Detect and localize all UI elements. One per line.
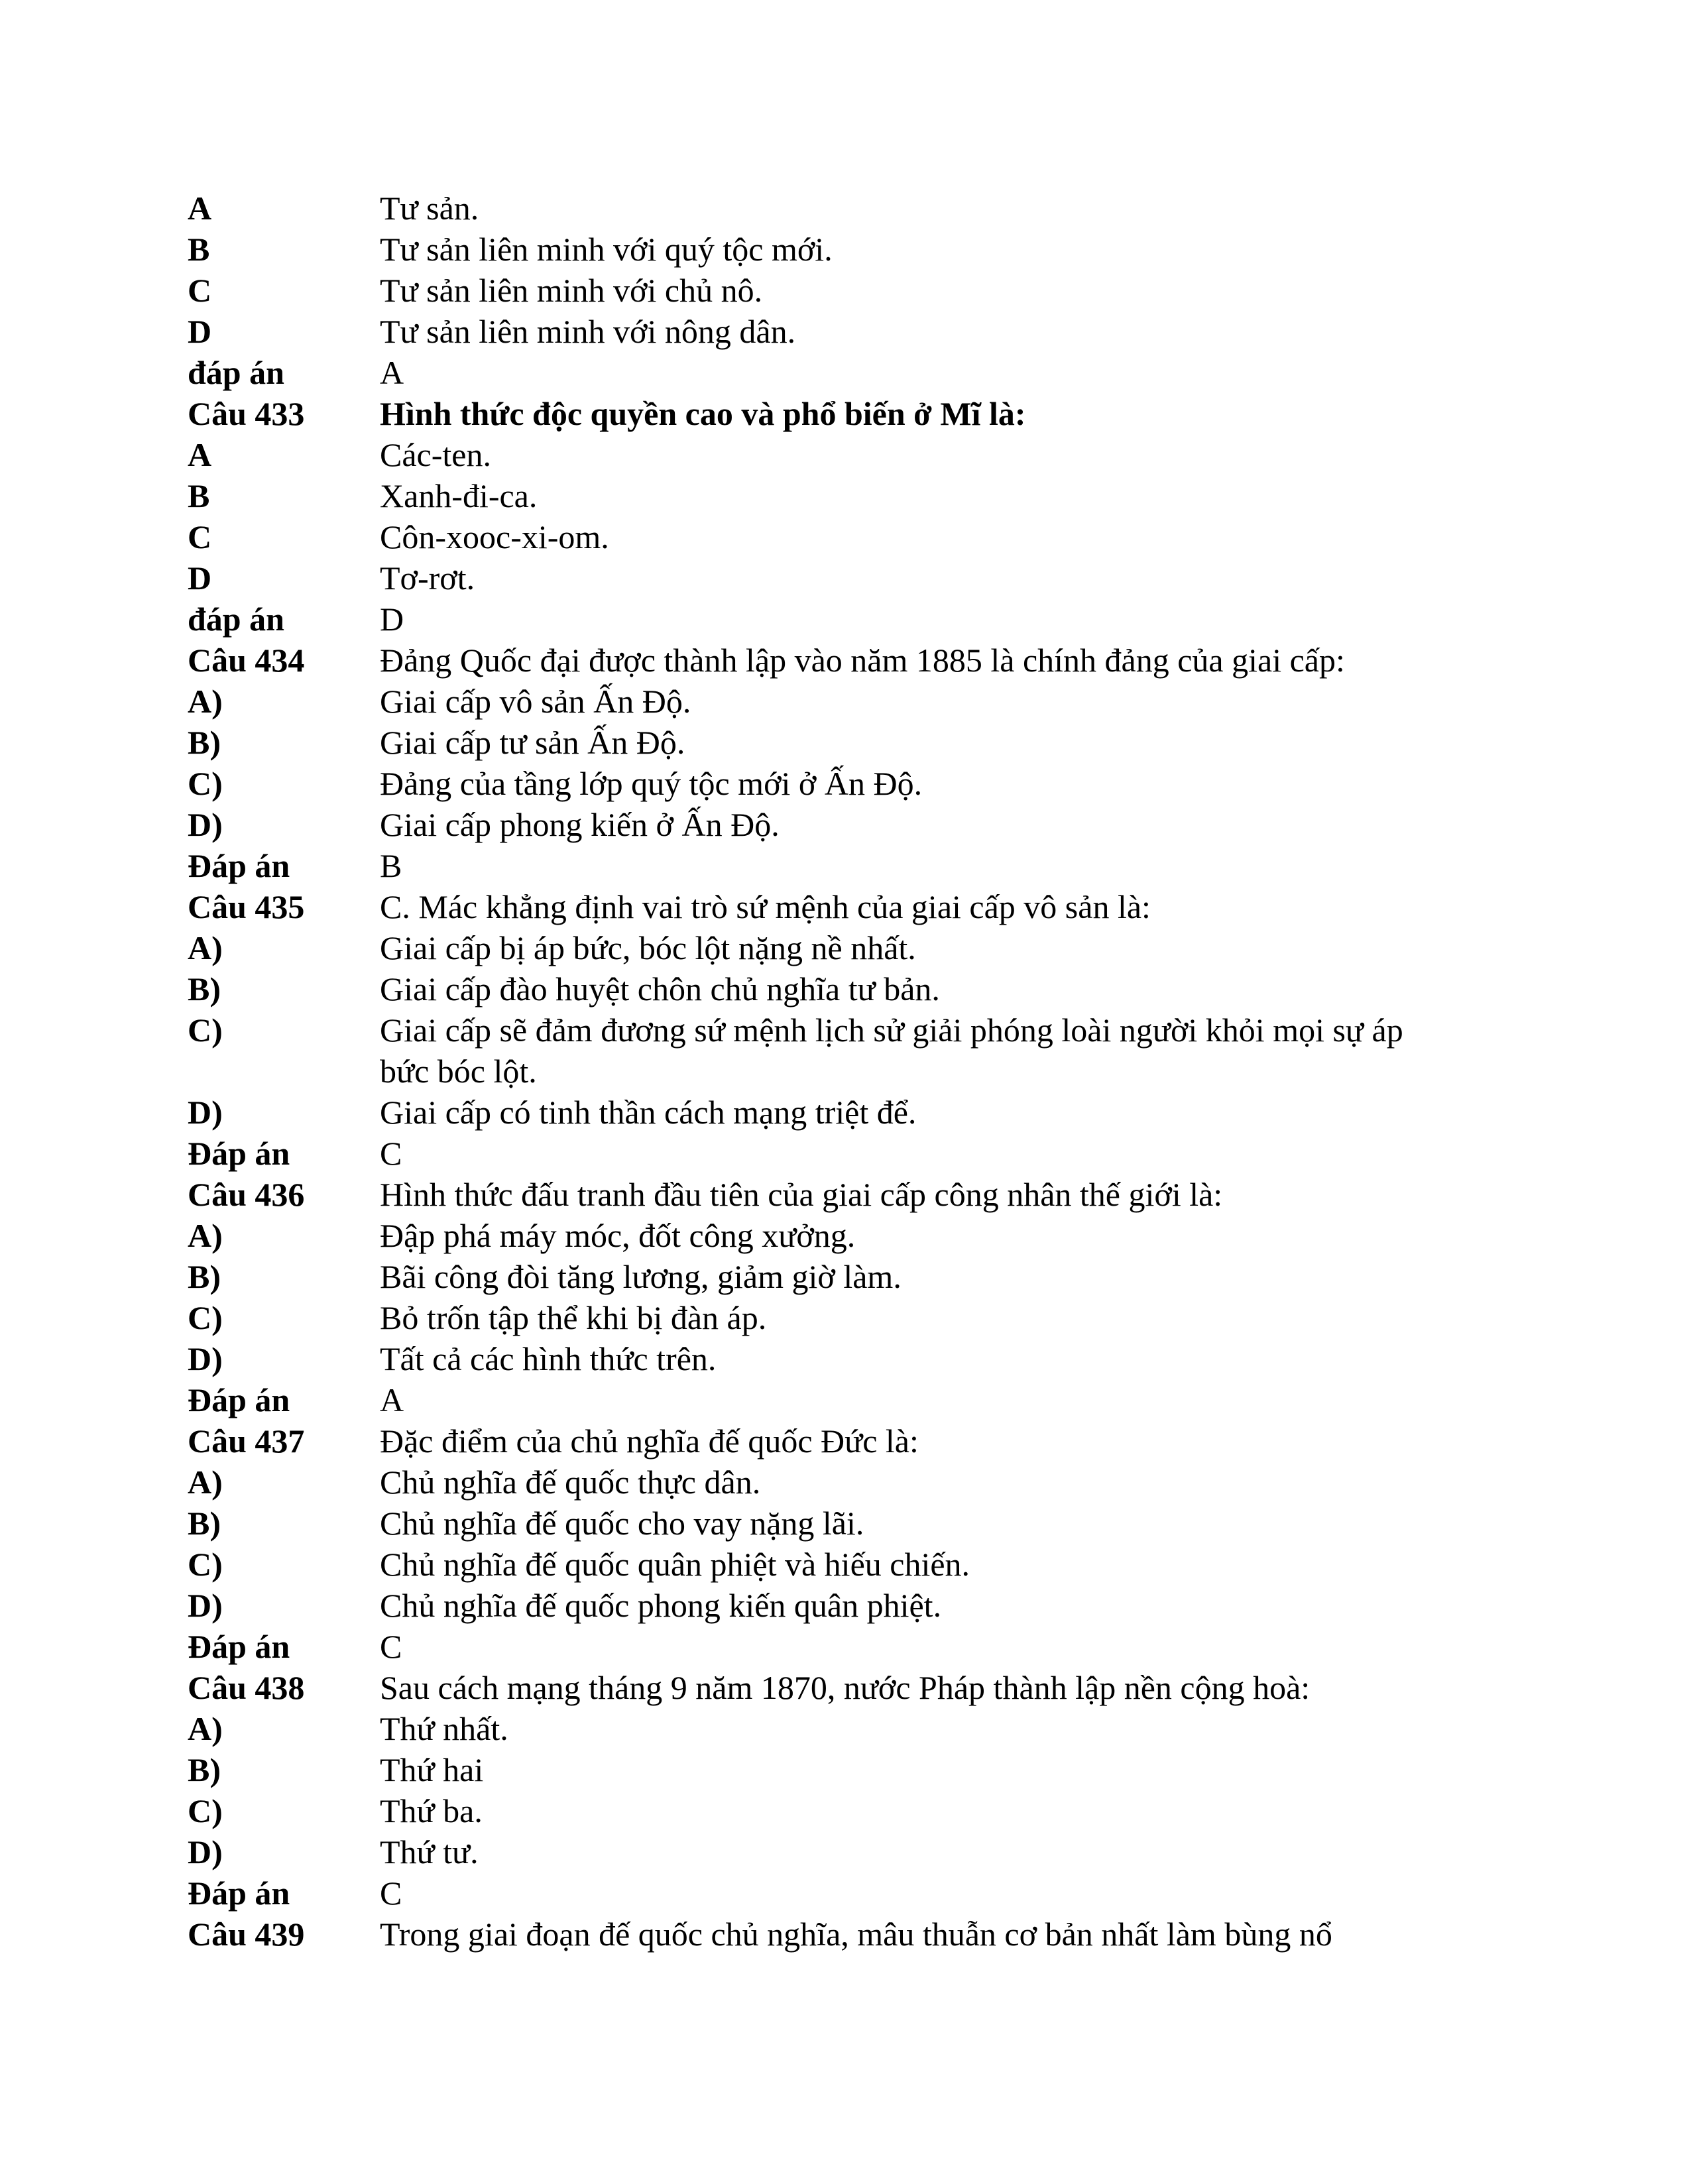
row-text: Giai cấp vô sản Ấn Độ. [380,683,691,720]
question-row [188,1872,1513,1914]
row-text: Tư sản liên minh với chủ nô. [380,272,763,309]
row-text: Giai cấp tư sản Ấn Độ. [380,724,685,761]
row-label: C) [188,1299,223,1336]
row-text: Chủ nghĩa đế quốc cho vay nặng lãi. [380,1505,864,1542]
row-text: Đảng của tầng lớp quý tộc mới ở Ấn Độ. [380,765,923,802]
row-label: C [188,272,212,309]
question-row [188,1790,1513,1831]
row-label: Câu 436 [188,1176,305,1213]
row-text: C [380,1874,402,1912]
row-text: Đảng Quốc đại được thành lập vào năm 1885 là chính đảng của giai cấp: [380,642,1345,679]
row-text: A [380,354,404,391]
question-row [188,1133,1513,1174]
row-label: D) [188,1587,223,1624]
row-label: B) [188,1505,221,1542]
question-row [188,804,1513,845]
question-row [188,1831,1513,1872]
question-row [188,1503,1513,1544]
row-text: Chủ nghĩa đế quốc quân phiệt và hiếu chiến. [380,1546,970,1583]
question-row [188,1174,1513,1215]
row-label: D) [188,806,223,843]
question-row [188,1749,1513,1790]
question-row [188,722,1513,763]
row-label: Câu 438 [188,1669,305,1706]
row-label: Câu 433 [188,395,305,432]
question-row [188,1626,1513,1667]
question-row [188,1009,1513,1092]
row-label: C) [188,765,223,802]
row-text: Thứ nhất. [380,1710,508,1747]
row-text: Thứ hai [380,1751,484,1788]
question-row [188,516,1513,557]
row-text: Tư sản. [380,190,479,227]
question-row [188,1338,1513,1379]
question-row [188,886,1513,927]
question-row [188,393,1513,434]
row-text: Đặc điểm của chủ nghĩa đế quốc Đức là: [380,1422,919,1460]
row-label: A) [188,1464,223,1501]
question-row [188,434,1513,475]
row-label: B) [188,970,221,1007]
question-row [188,1420,1513,1462]
question-row [188,1462,1513,1503]
row-text: Côn-xooc-xi-om. [380,518,609,555]
question-row [188,352,1513,393]
row-label: Câu 434 [188,642,305,679]
row-text: Chủ nghĩa đế quốc thực dân. [380,1464,761,1501]
question-row [188,845,1513,886]
row-label: C) [188,1546,223,1583]
row-label: D) [188,1340,223,1377]
row-text: Trong giai đoạn đế quốc chủ nghĩa, mâu thuẫn cơ bản nhất làm bùng nổ [380,1916,1332,1953]
question-row [188,1544,1513,1585]
question-row [188,1092,1513,1133]
row-text: Tơ-rơt. [380,559,475,597]
row-label: A) [188,683,223,720]
row-label: Câu 439 [188,1916,305,1953]
row-text: Giai cấp phong kiến ở Ấn Độ. [380,806,780,843]
row-label: Đáp án [188,1381,290,1418]
row-text: Chủ nghĩa đế quốc phong kiến quân phiệt. [380,1587,942,1624]
row-label: B [188,231,210,268]
row-label: A [188,190,212,227]
row-text: Bãi công đòi tăng lương, giảm giờ làm. [380,1258,902,1295]
question-row [188,1215,1513,1256]
question-row [188,681,1513,722]
question-row [188,599,1513,640]
question-row [188,1297,1513,1338]
question-row [188,475,1513,516]
question-row [188,1585,1513,1626]
row-label: Đáp án [188,1628,290,1665]
row-label: D) [188,1094,223,1131]
row-label: A) [188,1217,223,1254]
row-label: C) [188,1792,223,1829]
row-text: Giai cấp sẽ đảm đương sứ mệnh lịch sử giải phóng loài người khỏi mọi sự áp bức bóc lột. [380,1011,1403,1090]
row-text: Hình thức độc quyền cao và phổ biến ở Mĩ là: [380,395,1026,432]
row-text: Các-ten. [380,436,491,473]
question-row [188,1379,1513,1420]
row-label: đáp án [188,601,284,638]
question-row [188,229,1513,270]
row-text: C. Mác khẳng định vai trò sứ mệnh của giai cấp vô sản là: [380,888,1151,925]
question-row [188,557,1513,599]
row-text: B [380,847,402,884]
row-label: B) [188,1258,221,1295]
row-text: A [380,1381,404,1418]
row-label: D [188,559,212,597]
row-label: A) [188,929,223,966]
row-text: Giai cấp bị áp bức, bóc lột nặng nề nhất. [380,929,916,966]
row-label: B) [188,1751,221,1788]
row-text: Hình thức đấu tranh đầu tiên của giai cấp công nhân thế giới là: [380,1176,1223,1213]
row-text: D [380,601,404,638]
row-text: Thứ tư. [380,1833,479,1870]
question-row [188,763,1513,804]
question-row [188,968,1513,1009]
row-label: D) [188,1833,223,1870]
row-text: Đập phá máy móc, đốt công xưởng. [380,1217,856,1254]
row-label: Đáp án [188,847,290,884]
row-text: Xanh-đi-ca. [380,477,538,514]
question-row [188,640,1513,681]
row-label: đáp án [188,354,284,391]
row-text: Thứ ba. [380,1792,483,1829]
row-text: Bỏ trốn tập thể khi bị đàn áp. [380,1299,767,1336]
row-label: Đáp án [188,1874,290,1912]
question-row [188,311,1513,352]
row-label: A [188,436,212,473]
row-label: Câu 435 [188,888,305,925]
row-label: B [188,477,210,514]
question-row [188,1708,1513,1749]
question-row [188,188,1513,229]
row-text: Sau cách mạng tháng 9 năm 1870, nước Pháp thành lập nền cộng hoà: [380,1669,1311,1706]
question-row [188,1256,1513,1297]
row-label: C [188,518,212,555]
row-label: Đáp án [188,1135,290,1172]
row-label: C) [188,1011,223,1049]
row-text: Tư sản liên minh với quý tộc mới. [380,231,833,268]
row-label: B) [188,724,221,761]
question-row [188,927,1513,968]
question-row [188,1914,1513,1955]
question-list [188,188,1513,1955]
row-text: Tất cả các hình thức trên. [380,1340,717,1377]
row-label: D [188,313,212,350]
row-label: A) [188,1710,223,1747]
row-text: C [380,1135,402,1172]
row-text: C [380,1628,402,1665]
row-text: Giai cấp có tinh thần cách mạng triệt để. [380,1094,917,1131]
question-row [188,1667,1513,1708]
row-text: Giai cấp đào huyệt chôn chủ nghĩa tư bản. [380,970,940,1007]
row-label: Câu 437 [188,1422,305,1460]
row-text: Tư sản liên minh với nông dân. [380,313,796,350]
question-row [188,270,1513,311]
